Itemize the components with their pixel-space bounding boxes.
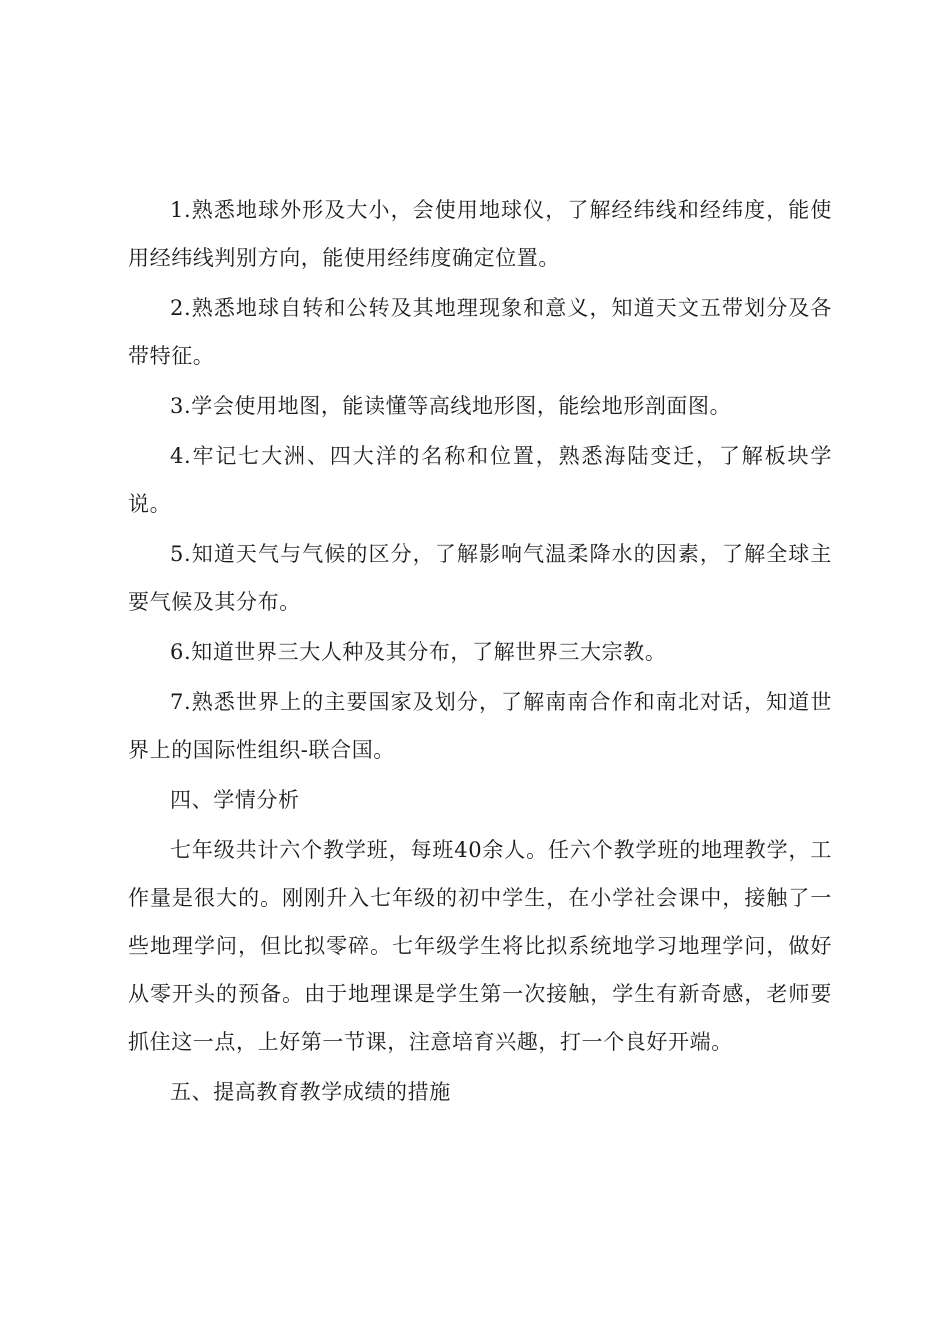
objective-3-paragraph: 3.学会使用地图，能读懂等高线地形图，能绘地形剖面图。	[170, 394, 732, 418]
objective-7-paragraph: 7.熟悉世界上的主要国家及划分，了解南南合作和南北对话，知道世界上的国际性组织-联合国。	[128, 690, 832, 762]
section-heading-measures: 五、提高教育教学成绩的措施	[170, 1080, 451, 1104]
section-heading-student-analysis: 四、学情分析	[170, 788, 300, 812]
document-body	[128, 186, 832, 1118]
objective-6-paragraph: 6.知道世界三大人种及其分布，了解世界三大宗教。	[170, 640, 667, 664]
objective-1-paragraph: 1.熟悉地球外形及大小，会使用地球仪，了解经纬线和经纬度，能使用经纬线判别方向，能使用经纬度确定位置。	[128, 198, 832, 270]
objective-4-paragraph: 4.牢记七大洲、四大洋的名称和位置，熟悉海陆变迁，了解板块学说。	[128, 444, 832, 516]
objective-5-paragraph: 5.知道天气与气候的区分，了解影响气温柔降水的因素，了解全球主要气候及其分布。	[128, 542, 832, 614]
student-analysis-paragraph: 七年级共计六个教学班，每班40余人。任六个教学班的地理教学，工作量是很大的。刚刚升入七年级的初中学生，在小学社会课中，接触了一些地理学问，但比拟零碎。七年级学生将比拟系统地学习地理学问，做好从零开头的预备。由于地理课是学生第一次接触，学生有新奇感，老师要抓住这一点，上好第一节课，注意培育兴趣，打一个良好开端。	[128, 838, 832, 1054]
objective-2-paragraph: 2.熟悉地球自转和公转及其地理现象和意义，知道天文五带划分及各带特征。	[128, 296, 832, 368]
